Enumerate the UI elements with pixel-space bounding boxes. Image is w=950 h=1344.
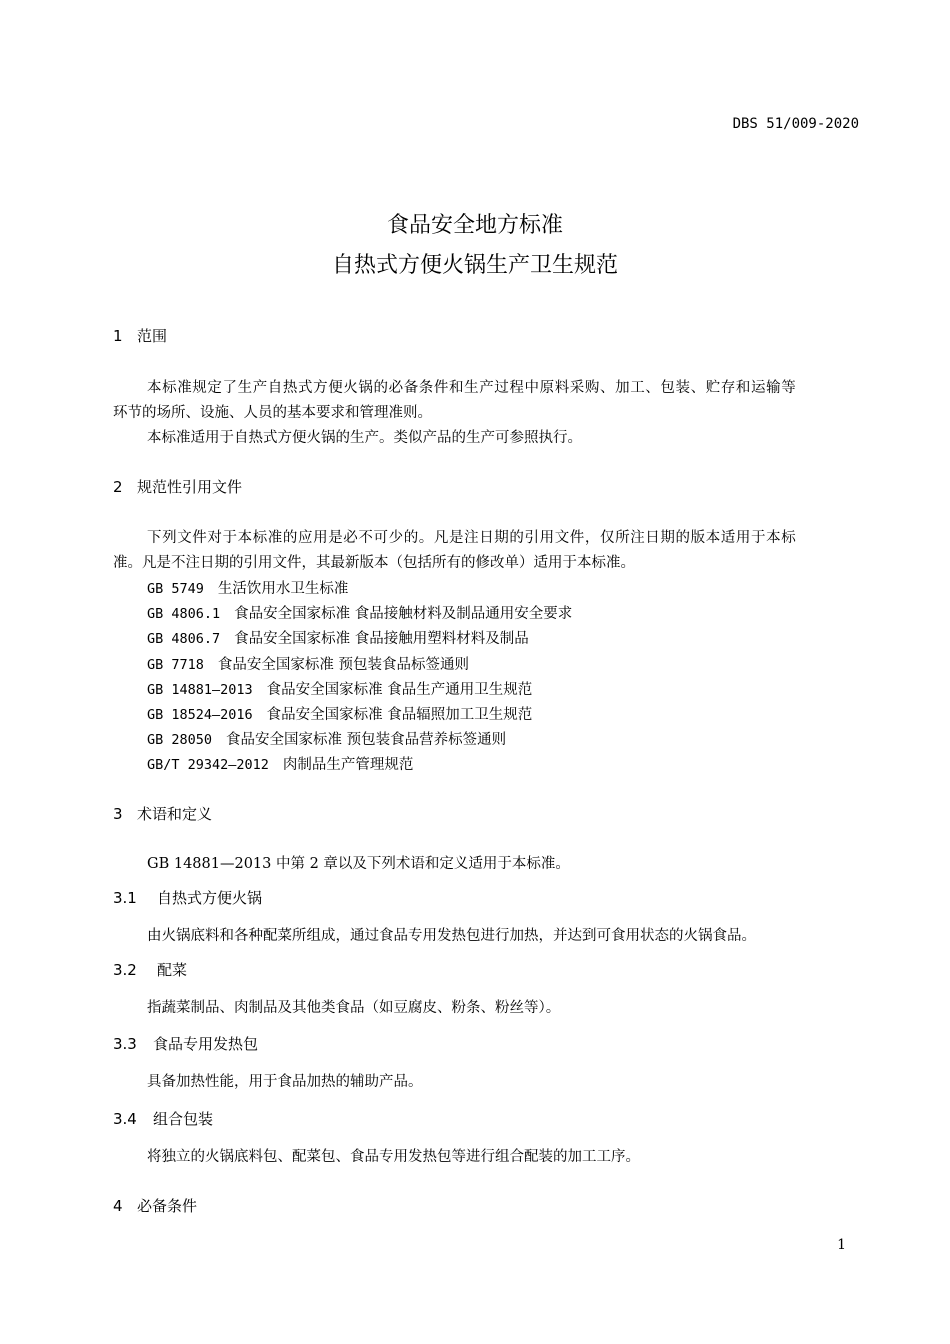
reference-title: 食品安全国家标准 食品生产通用卫生规范 [266, 682, 533, 698]
title-line-2: 自热式方便火锅生产卫生规范 [331, 253, 618, 278]
subsection-heading [113, 1033, 258, 1054]
reference-code: GB 18524—2016 [147, 707, 253, 723]
subsection-number: 3.4 [113, 1110, 137, 1128]
subsection-number: 3.3 [113, 1035, 137, 1053]
reference-item [147, 703, 532, 724]
definition-text: 具备加热性能，用于食品加热的辅助产品。 [147, 1074, 423, 1090]
standard-code: DBS 51/009-2020 [732, 116, 859, 132]
title-line-1: 食品安全地方标准 [386, 213, 563, 238]
reference-title: 肉制品生产管理规范 [282, 757, 414, 773]
section-number: 3 [113, 805, 123, 823]
reference-item [147, 728, 506, 749]
reference-title: 食品安全国家标准 食品接触材料及制品通用安全要求 [234, 606, 573, 622]
section-heading-normative-references [113, 476, 242, 497]
reference-code: GB 4806.1 [147, 606, 221, 622]
reference-item [147, 753, 413, 774]
definition-text: 由火锅底料和各种配菜所组成，通过食品专用发热包进行加热，并达到可食用状态的火锅食品。 [147, 928, 756, 944]
subsection-heading [113, 887, 262, 908]
subsection-title: 食品专用发热包 [153, 1035, 259, 1053]
section-number: 2 [113, 478, 123, 496]
reference-item [147, 627, 529, 648]
section-heading-scope [113, 325, 167, 346]
reference-code: GB 4806.7 [147, 631, 221, 647]
subsection-title: 自热式方便火锅 [157, 889, 263, 907]
section-number: 1 [113, 327, 123, 345]
paragraph-continued: 环节的场所、设施、人员的基本要求和管理准则。 [113, 405, 432, 421]
paragraph: 下列文件对于本标准的应用是必不可少的。凡是注日期的引用文件，仅所注日期的版本适用于本标 [147, 530, 797, 546]
reference-item [147, 653, 469, 674]
paragraph: 本标准适用于自热式方便火锅的生产。类似产品的生产可参照执行。 [147, 430, 582, 446]
paragraph: GB 14881—2013 中第 2 章以及下列术语和定义适用于本标准。 [147, 856, 570, 872]
paragraph: 本标准规定了生产自热式方便火锅的必备条件和生产过程中原料采购、加工、包装、贮存和运输等 [147, 380, 797, 396]
subsection-number: 3.2 [113, 961, 137, 979]
section-title: 范围 [137, 327, 168, 345]
reference-title: 食品安全国家标准 预包装食品标签通则 [217, 657, 470, 673]
subsection-heading [113, 959, 187, 980]
section-title: 规范性引用文件 [137, 478, 243, 496]
reference-title: 食品安全国家标准 食品辐照加工卫生规范 [266, 707, 533, 723]
page-number: 1 [837, 1237, 846, 1253]
subsection-heading [113, 1108, 213, 1129]
reference-code: GB/T 29342—2012 [147, 757, 269, 773]
reference-title: 食品安全国家标准 预包装食品营养标签通则 [226, 732, 507, 748]
subsection-title: 组合包装 [153, 1110, 214, 1128]
subsection-title: 配菜 [157, 961, 188, 979]
reference-item [147, 577, 348, 598]
reference-title: 食品安全国家标准 食品接触用塑料材料及制品 [234, 631, 529, 647]
section-heading-terms [113, 803, 212, 824]
reference-code: GB 28050 [147, 732, 213, 748]
section-heading-requirements [113, 1195, 197, 1216]
reference-code: GB 14881—2013 [147, 682, 253, 698]
definition-text: 指蔬菜制品、肉制品及其他类食品（如豆腐皮、粉条、粉丝等）。 [147, 1000, 561, 1016]
reference-code: GB 5749 [147, 581, 204, 597]
reference-code: GB 7718 [147, 657, 204, 673]
section-number: 4 [113, 1197, 123, 1215]
paragraph-continued: 准。凡是不注日期的引用文件，其最新版本（包括所有的修改单）适用于本标准。 [113, 555, 635, 571]
reference-title: 生活饮用水卫生标准 [217, 581, 349, 597]
definition-text: 将独立的火锅底料包、配菜包、食品专用发热包等进行组合配装的加工工序。 [147, 1149, 640, 1165]
subsection-number: 3.1 [113, 889, 137, 907]
reference-item [147, 678, 532, 699]
section-title: 必备条件 [137, 1197, 198, 1215]
reference-item [147, 602, 572, 623]
section-title: 术语和定义 [137, 805, 213, 823]
